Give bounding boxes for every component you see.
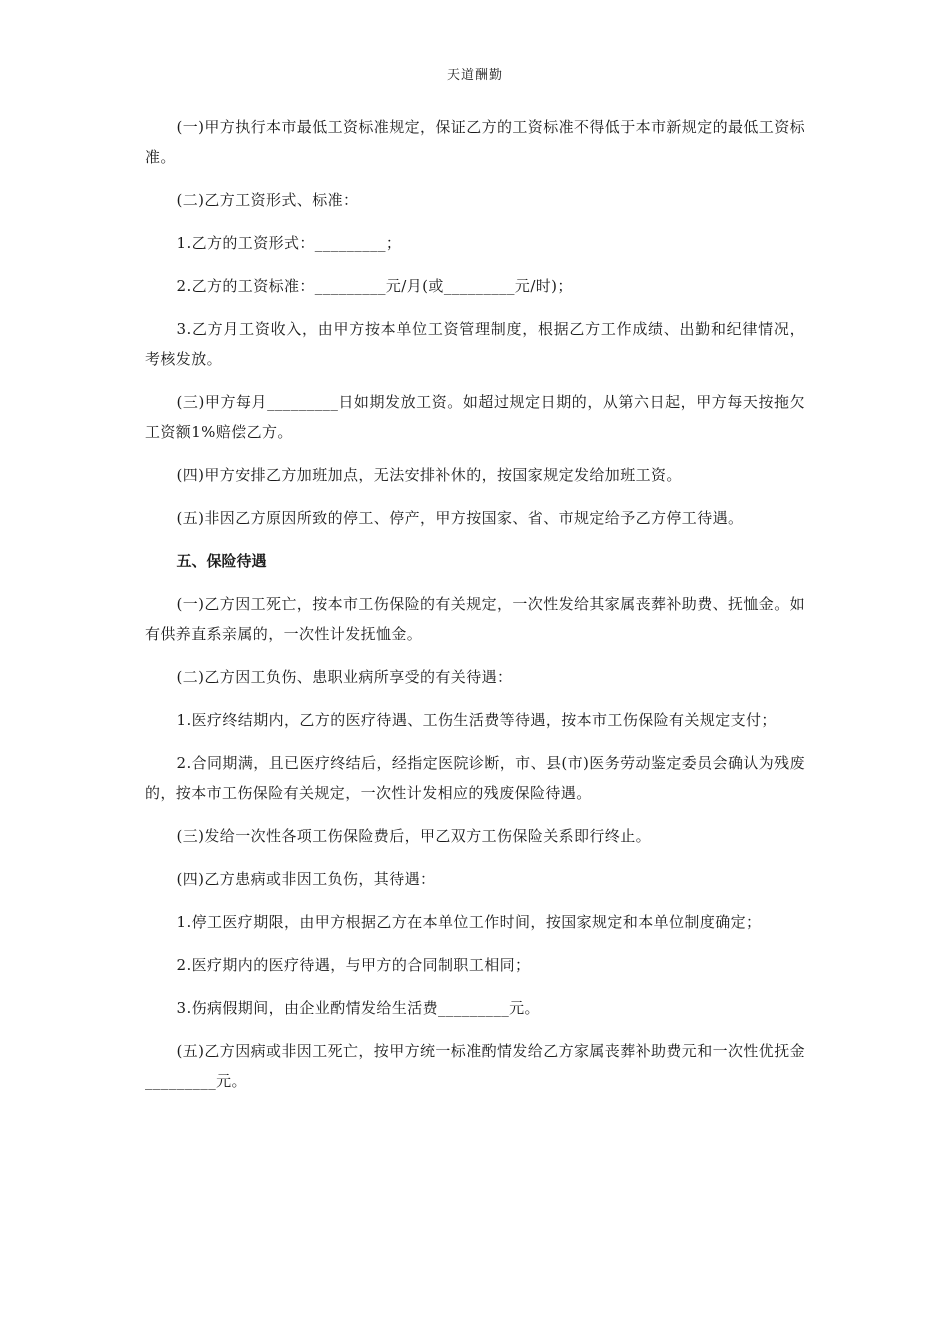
section-heading-insurance: 五、保险待遇 bbox=[176, 552, 267, 570]
paragraph-2: (二)乙方工资形式、标准： bbox=[176, 191, 359, 209]
paragraph-10: (二)乙方因工负伤、患职业病所享受的有关待遇： bbox=[176, 668, 513, 686]
paragraph-14: (四)乙方患病或非因工负伤，其待遇： bbox=[176, 870, 436, 888]
paragraph-8: (五)非因乙方原因所致的停工、停产，甲方按国家、省、市规定给予乙方停工待遇。 bbox=[176, 509, 744, 527]
paragraph-15: 1.停工医疗期限，由甲方根据乙方在本单位工作时间，按国家规定和本单位制度确定； bbox=[176, 913, 762, 931]
document-body bbox=[145, 112, 805, 1109]
paragraph-7: (四)甲方安排乙方加班加点，无法安排补休的，按国家规定发给加班工资。 bbox=[176, 466, 682, 484]
paragraph-16: 2.医疗期内的医疗待遇，与甲方的合同制职工相同； bbox=[176, 956, 531, 974]
paragraph-17: 3.伤病假期间，由企业酌情发给生活费_________元。 bbox=[176, 999, 540, 1017]
paragraph-5: 3.乙方月工资收入，由甲方按本单位工资管理制度，根据乙方工作成绩、出勤和纪律情况，考核发放。 bbox=[145, 320, 805, 368]
paragraph-12: 2.合同期满，且已医疗终结后，经指定医院诊断，市、县(市)医务劳动鉴定委员会确认为残废的，按本市工伤保险有关规定，一次性计发相应的残废保险待遇。 bbox=[145, 754, 805, 802]
paragraph-18: (五)乙方因病或非因工死亡，按甲方统一标准酌情发给乙方家属丧葬补助费元和一次性优抚金_________元。 bbox=[145, 1042, 806, 1090]
paragraph-3: 1.乙方的工资形式：_________； bbox=[176, 234, 402, 252]
paragraph-13: (三)发给一次性各项工伤保险费后，甲乙双方工伤保险关系即行终止。 bbox=[176, 827, 652, 845]
paragraph-6: (三)甲方每月_________日如期发放工资。如超过规定日期的，从第六日起，甲方每天按拖欠工资额1%赔偿乙方。 bbox=[145, 393, 805, 441]
paragraph-4: 2.乙方的工资标准：_________元/月(或_________元/时)； bbox=[176, 277, 573, 295]
page-header: 天道酬勤 bbox=[446, 68, 503, 83]
paragraph-1: (一)甲方执行本市最低工资标准规定，保证乙方的工资标准不得低于本市新规定的最低工资标准。 bbox=[145, 118, 806, 166]
paragraph-9: (一)乙方因工死亡，按本市工伤保险的有关规定，一次性发给其家属丧葬补助费、抚恤金。如有供养直系亲属的，一次性计发抚恤金。 bbox=[145, 595, 806, 643]
paragraph-11: 1.医疗终结期内，乙方的医疗待遇、工伤生活费等待遇，按本市工伤保险有关规定支付； bbox=[176, 711, 777, 729]
